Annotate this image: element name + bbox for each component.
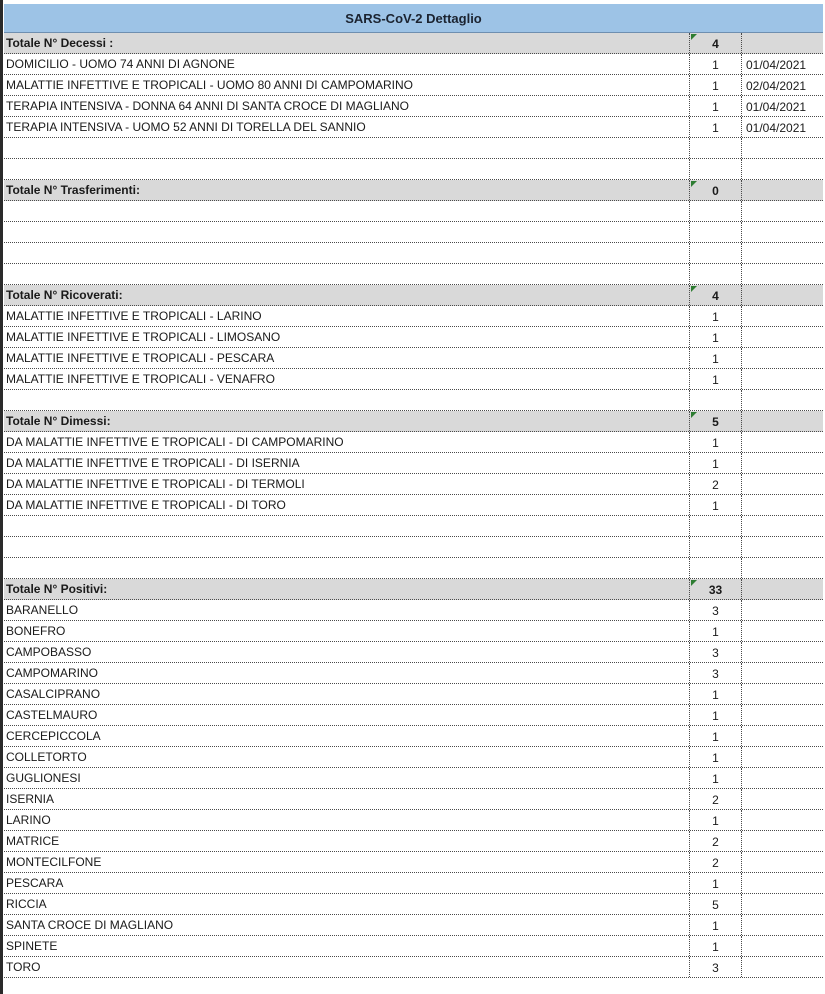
row-count bbox=[689, 516, 741, 536]
row-label: LARINO bbox=[6, 813, 51, 827]
row-date bbox=[741, 768, 823, 788]
row-count: 1 bbox=[689, 936, 741, 956]
empty-row bbox=[4, 159, 823, 180]
row-date bbox=[741, 705, 823, 725]
row-label: MONTECILFONE bbox=[6, 855, 102, 869]
table-row bbox=[4, 915, 823, 936]
row-count: 1 bbox=[689, 348, 741, 368]
row-label bbox=[6, 201, 689, 221]
row-date: 01/04/2021 bbox=[741, 96, 823, 116]
section-label: Totale N° Ricoverati: bbox=[6, 288, 123, 302]
row-date bbox=[741, 915, 823, 935]
empty-row bbox=[4, 222, 823, 243]
row-label bbox=[6, 138, 689, 158]
row-label: CASTELMAURO bbox=[6, 708, 98, 722]
row-count: 1 bbox=[689, 54, 741, 74]
row-count bbox=[689, 201, 741, 221]
row-label: CAMPOMARINO bbox=[6, 666, 99, 680]
section-label: Totale N° Trasferimenti: bbox=[6, 183, 140, 197]
table-row bbox=[4, 474, 823, 495]
row-label: DA MALATTIE INFETTIVE E TROPICALI - DI TORO bbox=[6, 498, 286, 512]
row-label: BARANELLO bbox=[6, 603, 79, 617]
row-date: 01/04/2021 bbox=[741, 117, 823, 137]
row-label: CAMPOBASSO bbox=[6, 645, 92, 659]
row-count: 3 bbox=[689, 957, 741, 977]
table-row bbox=[4, 852, 823, 873]
row-date bbox=[741, 957, 823, 977]
table-row bbox=[4, 747, 823, 768]
row-date bbox=[741, 600, 823, 620]
table-row bbox=[4, 306, 823, 327]
row-count: 1 bbox=[689, 453, 741, 473]
row-date bbox=[741, 684, 823, 704]
table-row bbox=[4, 894, 823, 915]
row-date bbox=[741, 810, 823, 830]
row-label: DA MALATTIE INFETTIVE E TROPICALI - DI ISERNIA bbox=[6, 456, 300, 470]
row-count: 1 bbox=[689, 117, 741, 137]
cell-comment-indicator-icon bbox=[691, 34, 697, 40]
table-row bbox=[4, 621, 823, 642]
row-label: MALATTIE INFETTIVE E TROPICALI - LARINO bbox=[6, 309, 262, 323]
row-count: 1 bbox=[689, 726, 741, 746]
row-count bbox=[689, 243, 741, 263]
row-count: 1 bbox=[689, 810, 741, 830]
empty-row bbox=[4, 516, 823, 537]
section-total: 4 bbox=[689, 33, 741, 53]
row-count bbox=[689, 159, 741, 179]
row-label: DOMICILIO - UOMO 74 ANNI DI AGNONE bbox=[6, 57, 235, 71]
row-label: TERAPIA INTENSIVA - DONNA 64 ANNI DI SANTA CROCE DI MAGLIANO bbox=[6, 99, 409, 113]
row-label: DA MALATTIE INFETTIVE E TROPICALI - DI TERMOLI bbox=[6, 477, 305, 491]
row-date bbox=[741, 726, 823, 746]
row-date: 02/04/2021 bbox=[741, 75, 823, 95]
row-date bbox=[741, 264, 823, 284]
row-date bbox=[741, 369, 823, 389]
row-label: DA MALATTIE INFETTIVE E TROPICALI - DI CAMPOMARINO bbox=[6, 435, 344, 449]
row-label: TERAPIA INTENSIVA - UOMO 52 ANNI DI TORELLA DEL SANNIO bbox=[6, 120, 366, 134]
row-label: RICCIA bbox=[6, 897, 47, 911]
row-label bbox=[6, 222, 689, 242]
row-date bbox=[741, 621, 823, 641]
row-date bbox=[741, 411, 823, 431]
section-header-row bbox=[4, 579, 823, 600]
empty-row bbox=[4, 138, 823, 159]
section-header-row bbox=[4, 411, 823, 432]
row-label: MALATTIE INFETTIVE E TROPICALI - PESCARA bbox=[6, 351, 275, 365]
row-count bbox=[689, 390, 741, 410]
table-row bbox=[4, 873, 823, 894]
row-label: ISERNIA bbox=[6, 792, 55, 806]
row-date bbox=[741, 432, 823, 452]
row-label bbox=[6, 243, 689, 263]
row-label: PESCARA bbox=[6, 876, 64, 890]
empty-row bbox=[4, 201, 823, 222]
row-label: TORO bbox=[6, 960, 41, 974]
row-date bbox=[741, 285, 823, 305]
row-date bbox=[741, 243, 823, 263]
row-count: 1 bbox=[689, 621, 741, 641]
row-date: 01/04/2021 bbox=[741, 54, 823, 74]
sheet-title: SARS-CoV-2 Dettaglio bbox=[4, 4, 823, 33]
row-count bbox=[689, 222, 741, 242]
table-row bbox=[4, 117, 823, 138]
cell-comment-indicator-icon bbox=[691, 286, 697, 292]
table-row bbox=[4, 54, 823, 75]
empty-row bbox=[4, 558, 823, 579]
table-row bbox=[4, 684, 823, 705]
section-label: Totale N° Decessi : bbox=[6, 36, 114, 50]
row-count: 3 bbox=[689, 642, 741, 662]
row-date bbox=[741, 348, 823, 368]
row-count: 1 bbox=[689, 432, 741, 452]
table-row bbox=[4, 642, 823, 663]
section-total: 5 bbox=[689, 411, 741, 431]
row-label: MALATTIE INFETTIVE E TROPICALI - VENAFRO bbox=[6, 372, 275, 386]
section-label: Totale N° Dimessi: bbox=[6, 414, 111, 428]
row-date bbox=[741, 159, 823, 179]
empty-row bbox=[4, 264, 823, 285]
row-count: 3 bbox=[689, 600, 741, 620]
row-label: MALATTIE INFETTIVE E TROPICALI - UOMO 80 ANNI DI CAMPOMARINO bbox=[6, 78, 413, 92]
table-row bbox=[4, 327, 823, 348]
table-row bbox=[4, 495, 823, 516]
row-count: 1 bbox=[689, 327, 741, 347]
row-date bbox=[741, 747, 823, 767]
row-date bbox=[741, 327, 823, 347]
row-date bbox=[741, 453, 823, 473]
table-row bbox=[4, 96, 823, 117]
row-count: 1 bbox=[689, 495, 741, 515]
row-date bbox=[741, 852, 823, 872]
sheet-left-border bbox=[0, 0, 3, 994]
table-row bbox=[4, 957, 823, 978]
row-date bbox=[741, 180, 823, 200]
row-date bbox=[741, 495, 823, 515]
section-label: Totale N° Positivi: bbox=[6, 582, 108, 596]
row-count: 1 bbox=[689, 747, 741, 767]
row-date bbox=[741, 579, 823, 599]
row-label: BONEFRO bbox=[6, 624, 66, 638]
row-label bbox=[6, 264, 689, 284]
section-header-row bbox=[4, 180, 823, 201]
table-row bbox=[4, 831, 823, 852]
row-date bbox=[741, 306, 823, 326]
table-row bbox=[4, 663, 823, 684]
row-count: 5 bbox=[689, 894, 741, 914]
row-count: 2 bbox=[689, 474, 741, 494]
row-label: SPINETE bbox=[6, 939, 58, 953]
row-count bbox=[689, 558, 741, 578]
row-count: 2 bbox=[689, 852, 741, 872]
table-row bbox=[4, 768, 823, 789]
cell-comment-indicator-icon bbox=[691, 181, 697, 187]
row-count: 1 bbox=[689, 306, 741, 326]
row-count bbox=[689, 138, 741, 158]
row-count: 2 bbox=[689, 789, 741, 809]
table-row bbox=[4, 75, 823, 96]
section-header-row bbox=[4, 285, 823, 306]
empty-row bbox=[4, 537, 823, 558]
row-count: 1 bbox=[689, 369, 741, 389]
row-label: MATRICE bbox=[6, 834, 60, 848]
row-date bbox=[741, 537, 823, 557]
row-count: 1 bbox=[689, 684, 741, 704]
row-label bbox=[6, 558, 689, 578]
row-date bbox=[741, 873, 823, 893]
table-row bbox=[4, 600, 823, 621]
row-date bbox=[741, 138, 823, 158]
row-label bbox=[6, 537, 689, 557]
table-row bbox=[4, 705, 823, 726]
empty-row bbox=[4, 243, 823, 264]
row-date bbox=[741, 201, 823, 221]
section-header-row bbox=[4, 33, 823, 54]
row-label: SANTA CROCE DI MAGLIANO bbox=[6, 918, 174, 932]
table-row bbox=[4, 453, 823, 474]
empty-row bbox=[4, 390, 823, 411]
row-label: GUGLIONESI bbox=[6, 771, 81, 785]
row-label: CERCEPICCOLA bbox=[6, 729, 101, 743]
row-date bbox=[741, 663, 823, 683]
row-label: COLLETORTO bbox=[6, 750, 87, 764]
row-count bbox=[689, 264, 741, 284]
table-row bbox=[4, 936, 823, 957]
row-date bbox=[741, 642, 823, 662]
cell-comment-indicator-icon bbox=[691, 412, 697, 418]
row-date bbox=[741, 894, 823, 914]
table-row bbox=[4, 789, 823, 810]
row-date bbox=[741, 474, 823, 494]
row-count: 1 bbox=[689, 915, 741, 935]
row-count: 2 bbox=[689, 831, 741, 851]
table-row bbox=[4, 432, 823, 453]
table-row bbox=[4, 726, 823, 747]
table-row bbox=[4, 810, 823, 831]
row-date bbox=[741, 789, 823, 809]
row-count bbox=[689, 537, 741, 557]
row-date bbox=[741, 558, 823, 578]
section-total: 0 bbox=[689, 180, 741, 200]
row-count: 1 bbox=[689, 768, 741, 788]
section-total: 4 bbox=[689, 285, 741, 305]
cell-comment-indicator-icon bbox=[691, 580, 697, 586]
table-row bbox=[4, 369, 823, 390]
row-date bbox=[741, 831, 823, 851]
section-total: 33 bbox=[689, 579, 741, 599]
row-label: CASALCIPRANO bbox=[6, 687, 101, 701]
row-count: 3 bbox=[689, 663, 741, 683]
row-label bbox=[6, 516, 689, 536]
row-label: MALATTIE INFETTIVE E TROPICALI - LIMOSANO bbox=[6, 330, 281, 344]
row-date bbox=[741, 390, 823, 410]
row-label bbox=[6, 159, 689, 179]
row-date bbox=[741, 222, 823, 242]
row-count: 1 bbox=[689, 96, 741, 116]
table-row bbox=[4, 348, 823, 369]
row-count: 1 bbox=[689, 75, 741, 95]
row-date bbox=[741, 516, 823, 536]
row-label bbox=[6, 390, 689, 410]
row-date bbox=[741, 936, 823, 956]
row-count: 1 bbox=[689, 873, 741, 893]
row-count: 1 bbox=[689, 705, 741, 725]
row-date bbox=[741, 33, 823, 53]
